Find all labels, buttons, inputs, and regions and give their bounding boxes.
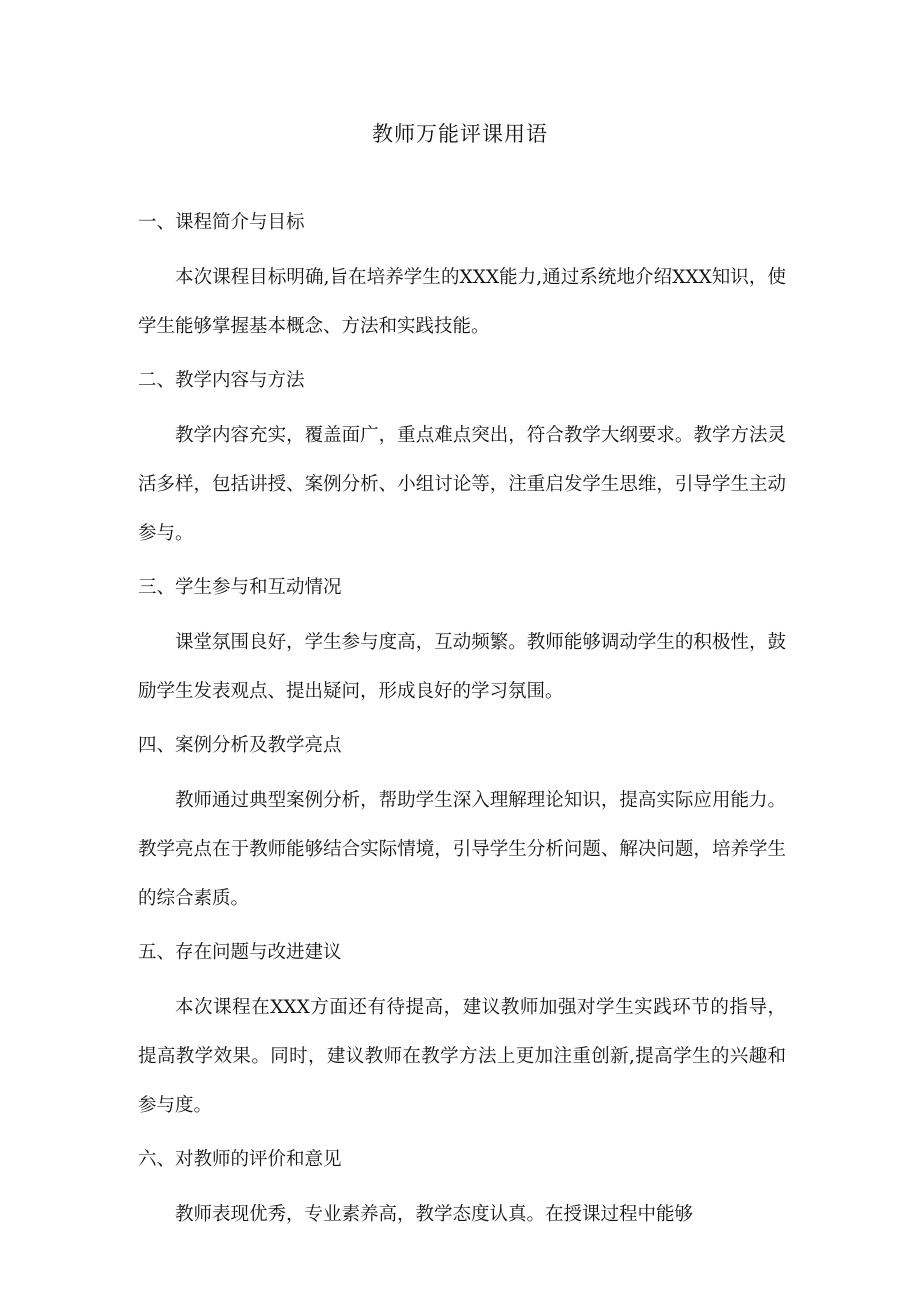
section-body: 教师表现优秀，专业素养高，教学态度认真。在授课过程中能够 xyxy=(175,1204,694,1225)
section-teacher-evaluation xyxy=(138,1142,786,1239)
section-problems-suggestions xyxy=(138,935,786,1130)
section-heading: 三、学生参与和互动情况 xyxy=(138,577,342,598)
document-content xyxy=(138,205,786,1251)
section-heading: 一、课程简介与目标 xyxy=(138,212,305,233)
section-heading: 六、对教师的评价和意见 xyxy=(138,1149,342,1170)
section-body: 本次课程在XXX方面还有待提高，建议教师加强对学生实践环节的指导，提高教学效果。同时，建议教师在教学方法上更加注重创新,提高学生的兴趣和参与度。 xyxy=(138,997,786,1116)
section-heading: 二、教学内容与方法 xyxy=(138,370,305,391)
section-heading: 四、案例分析及教学亮点 xyxy=(138,735,342,756)
document-title: 教师万能评课用语 xyxy=(372,122,548,146)
section-teaching-content xyxy=(138,363,786,558)
section-body: 教师通过典型案例分析，帮助学生深入理解理论知识，提高实际应用能力。教学亮点在于教师能够结合实际情境，引导学生分析问题、解决问题，培养学生的综合素质。 xyxy=(138,790,786,909)
section-body: 本次课程目标明确,旨在培养学生的XXX能力,通过系统地介绍XXX知识，使学生能够掌握基本概念、方法和实践技能。 xyxy=(138,267,786,337)
section-body: 课堂氛围良好，学生参与度高，互动频繁。教师能够调动学生的积极性，鼓励学生发表观点、提出疑问，形成良好的学习氛围。 xyxy=(138,632,786,702)
section-heading: 五、存在问题与改进建议 xyxy=(138,942,342,963)
section-case-analysis xyxy=(138,728,786,923)
section-body: 教学内容充实，覆盖面广，重点难点突出，符合教学大纲要求。教学方法灵活多样，包括讲授、案例分析、小组讨论等，注重启发学生思维，引导学生主动参与。 xyxy=(138,425,786,544)
section-student-participation xyxy=(138,570,786,716)
section-course-intro xyxy=(138,205,786,351)
